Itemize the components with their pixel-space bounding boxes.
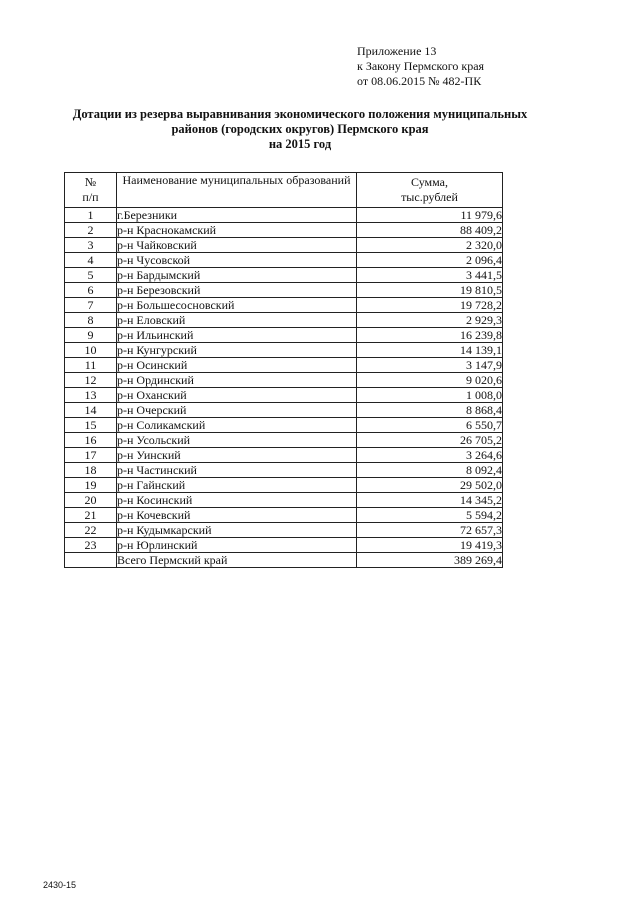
row-number: 11 — [65, 358, 117, 373]
row-amount: 5 594,2 — [357, 508, 503, 523]
table-row — [65, 253, 503, 268]
row-name: р-н Кочевский — [117, 508, 357, 523]
row-number: 5 — [65, 268, 117, 283]
document-code: 2430-15 — [43, 880, 77, 890]
row-name: р-н Ильинский — [117, 328, 357, 343]
appendix-law: к Закону Пермского края — [357, 59, 485, 73]
table-row — [65, 298, 503, 313]
row-number: 18 — [65, 463, 117, 478]
row-number: 4 — [65, 253, 117, 268]
document-title — [40, 107, 560, 152]
table-row — [65, 238, 503, 253]
row-name: р-н Кунгурский — [117, 343, 357, 358]
table-row — [65, 538, 503, 553]
row-name: р-н Чайковский — [117, 238, 357, 253]
row-name: р-н Кудымкарский — [117, 523, 357, 538]
table-row — [65, 463, 503, 478]
table-row — [65, 283, 503, 298]
row-name: р-н Усольский — [117, 433, 357, 448]
header-name: Наименование муниципальных образований — [117, 173, 357, 208]
row-name: р-н Большесосновский — [117, 298, 357, 313]
row-amount: 6 550,7 — [357, 418, 503, 433]
table-row — [65, 208, 503, 223]
table-row — [65, 373, 503, 388]
row-amount: 3 441,5 — [357, 268, 503, 283]
row-name: р-н Оханский — [117, 388, 357, 403]
total-row — [65, 553, 503, 568]
row-amount: 26 705,2 — [357, 433, 503, 448]
table-row — [65, 493, 503, 508]
total-amount: 389 269,4 — [357, 553, 503, 568]
row-number: 21 — [65, 508, 117, 523]
row-number: 23 — [65, 538, 117, 553]
row-number: 6 — [65, 283, 117, 298]
row-number: 14 — [65, 403, 117, 418]
row-name: р-н Соликамский — [117, 418, 357, 433]
row-name: р-н Бардымский — [117, 268, 357, 283]
grants-table — [64, 172, 503, 568]
row-name: р-н Ординский — [117, 373, 357, 388]
table-row — [65, 403, 503, 418]
table-body — [65, 208, 503, 553]
table-row — [65, 433, 503, 448]
row-name: р-н Краснокамский — [117, 223, 357, 238]
appendix-number: Приложение 13 — [357, 44, 437, 58]
appendix-note — [357, 44, 484, 89]
row-amount: 2 096,4 — [357, 253, 503, 268]
row-amount: 9 020,6 — [357, 373, 503, 388]
row-amount: 1 008,0 — [357, 388, 503, 403]
row-number: 9 — [65, 328, 117, 343]
row-number: 3 — [65, 238, 117, 253]
table-row — [65, 358, 503, 373]
appendix-date: от 08.06.2015 № 482-ПК — [357, 74, 482, 88]
row-number: 22 — [65, 523, 117, 538]
row-number: 8 — [65, 313, 117, 328]
table-row — [65, 388, 503, 403]
row-name: р-н Уинский — [117, 448, 357, 463]
row-name: р-н Юрлинский — [117, 538, 357, 553]
row-name: р-н Осинский — [117, 358, 357, 373]
row-number: 12 — [65, 373, 117, 388]
row-amount: 72 657,3 — [357, 523, 503, 538]
table-row — [65, 523, 503, 538]
table-row — [65, 448, 503, 463]
row-name: р-н Очерский — [117, 403, 357, 418]
row-name: г.Березники — [117, 208, 357, 223]
total-label: Всего Пермский край — [117, 553, 357, 568]
row-amount: 16 239,8 — [357, 328, 503, 343]
row-amount: 2 929,3 — [357, 313, 503, 328]
header-number: № п/п — [65, 173, 117, 208]
row-amount: 14 139,1 — [357, 343, 503, 358]
row-name: р-н Березовский — [117, 283, 357, 298]
table-header-row — [65, 173, 503, 208]
row-amount: 11 979,6 — [357, 208, 503, 223]
row-amount: 8 868,4 — [357, 403, 503, 418]
row-number: 16 — [65, 433, 117, 448]
table-row — [65, 328, 503, 343]
row-number: 10 — [65, 343, 117, 358]
row-number: 1 — [65, 208, 117, 223]
header-amount: Сумма, тыс.рублей — [357, 173, 503, 208]
table-row — [65, 268, 503, 283]
total-number-cell — [65, 553, 117, 568]
row-name: р-н Частинский — [117, 463, 357, 478]
row-amount: 19 419,3 — [357, 538, 503, 553]
row-amount: 3 147,9 — [357, 358, 503, 373]
row-amount: 29 502,0 — [357, 478, 503, 493]
row-amount: 19 810,5 — [357, 283, 503, 298]
row-name: р-н Гайнский — [117, 478, 357, 493]
row-number: 13 — [65, 388, 117, 403]
table-row — [65, 478, 503, 493]
title-line-2: районов (городских округов) Пермского края — [171, 122, 429, 136]
row-number: 17 — [65, 448, 117, 463]
table-row — [65, 313, 503, 328]
row-number: 2 — [65, 223, 117, 238]
row-amount: 88 409,2 — [357, 223, 503, 238]
table-row — [65, 418, 503, 433]
row-name: р-н Еловский — [117, 313, 357, 328]
row-name: р-н Косинский — [117, 493, 357, 508]
row-name: р-н Чусовской — [117, 253, 357, 268]
table-row — [65, 343, 503, 358]
row-amount: 3 264,6 — [357, 448, 503, 463]
row-amount: 19 728,2 — [357, 298, 503, 313]
row-amount: 14 345,2 — [357, 493, 503, 508]
row-number: 19 — [65, 478, 117, 493]
title-line-1: Дотации из резерва выравнивания экономического положения муниципальных — [72, 107, 528, 121]
row-number: 20 — [65, 493, 117, 508]
table-row — [65, 508, 503, 523]
row-number: 15 — [65, 418, 117, 433]
row-number: 7 — [65, 298, 117, 313]
row-amount: 2 320,0 — [357, 238, 503, 253]
title-line-3: на 2015 год — [268, 137, 332, 151]
table-row — [65, 223, 503, 238]
row-amount: 8 092,4 — [357, 463, 503, 478]
